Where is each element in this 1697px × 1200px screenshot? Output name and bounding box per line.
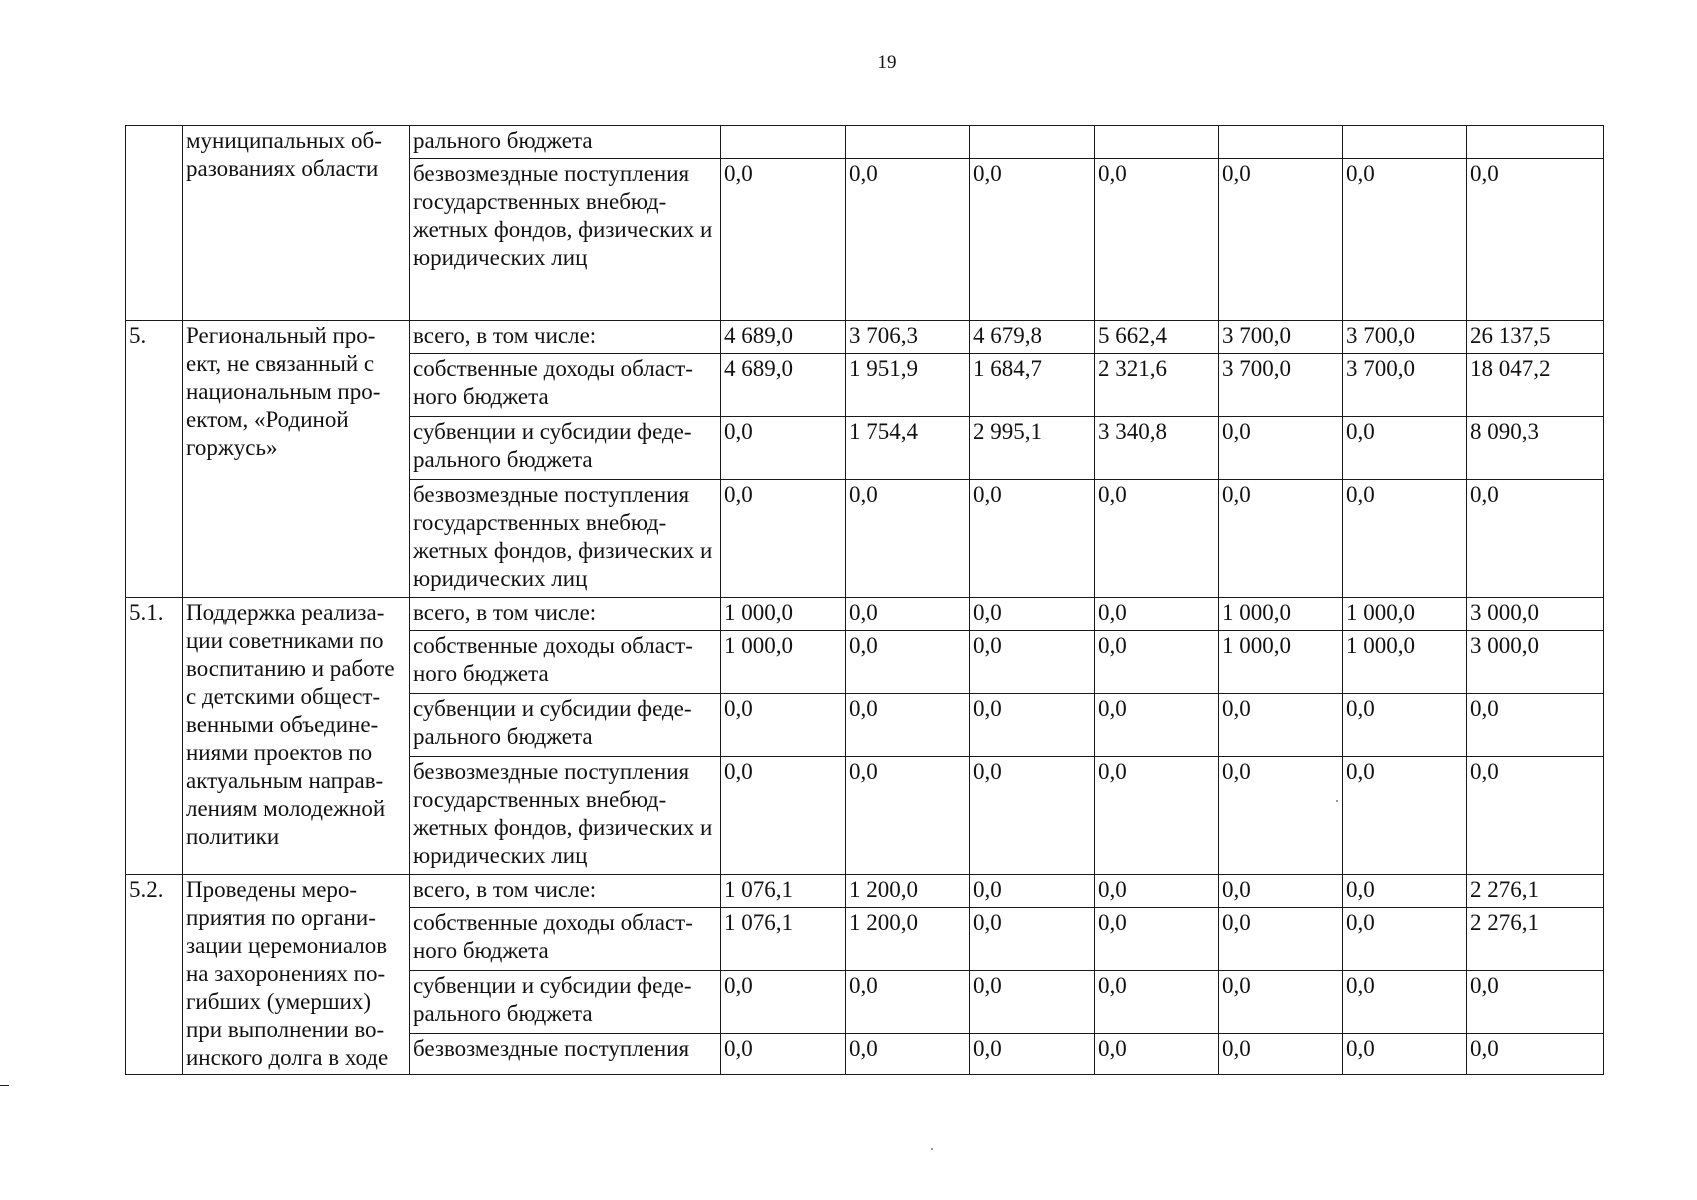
amount-cell: 0,0 (1219, 1034, 1343, 1075)
amount-cell: 0,0 (970, 875, 1095, 908)
amount-cell: 1 076,1 (721, 875, 846, 908)
amount-cell: 3 706,3 (846, 321, 970, 354)
amount-cell: 0,0 (1095, 631, 1219, 694)
funding-source-cell: собственные доходы област-ного бюджета (410, 908, 721, 971)
amount-cell: 0,0 (1219, 694, 1343, 757)
amount-cell: 8 090,3 (1467, 417, 1604, 480)
amount-cell: 0,0 (846, 694, 970, 757)
funding-source-cell: всего, в том числе: (410, 875, 721, 908)
row-number-cell (126, 126, 183, 321)
margin-mark (0, 1085, 9, 1086)
item-name-cell: Проведены меро-приятия по органи-зации церемониалов на захоронениях по-гибших (умерших) при выполнении во-инского долга в ходе (183, 875, 410, 1075)
funding-source-cell: собственные доходы област-ного бюджета (410, 631, 721, 694)
amount-cell: 0,0 (1095, 908, 1219, 971)
amount-cell: 1 000,0 (1219, 598, 1343, 631)
amount-cell: 0,0 (721, 159, 846, 321)
amount-cell: 3 700,0 (1343, 354, 1467, 417)
funding-source-cell: субвенции и субсидии феде-рального бюджета (410, 971, 721, 1034)
amount-cell: 0,0 (970, 631, 1095, 694)
amount-cell: 0,0 (1343, 875, 1467, 908)
amount-cell: 0,0 (1095, 757, 1219, 875)
amount-cell: 0,0 (1095, 1034, 1219, 1075)
amount-cell: 5 662,4 (1095, 321, 1219, 354)
amount-cell: 1 076,1 (721, 908, 846, 971)
item-name-cell (183, 126, 410, 321)
table-row (126, 321, 1604, 354)
row-number-cell: 5.1. (126, 598, 183, 875)
amount-cell: 1 000,0 (1343, 631, 1467, 694)
funding-source-cell: собственные доходы област-ного бюджета (410, 354, 721, 417)
amount-cell: 0,0 (970, 908, 1095, 971)
amount-cell (1467, 126, 1604, 159)
amount-cell (846, 126, 970, 159)
amount-cell: 3 340,8 (1095, 417, 1219, 480)
amount-cell: 1 000,0 (721, 631, 846, 694)
amount-cell: 0,0 (1219, 480, 1343, 598)
amount-cell: 0,0 (846, 1034, 970, 1075)
funding-source-cell: всего, в том числе: (410, 321, 721, 354)
funding-source-cell: всего, в том числе: (410, 598, 721, 631)
funding-source-cell: субвенции и субсидии феде-рального бюджета (410, 694, 721, 757)
amount-cell: 0,0 (1219, 971, 1343, 1034)
amount-cell: 0,0 (1095, 875, 1219, 908)
budget-table (125, 125, 1604, 1075)
amount-cell: 1 684,7 (970, 354, 1095, 417)
amount-cell: 0,0 (1095, 480, 1219, 598)
amount-cell: 0,0 (1343, 757, 1467, 875)
amount-cell: 0,0 (1219, 159, 1343, 321)
amount-cell: 0,0 (1467, 159, 1604, 321)
table-body (126, 126, 1604, 1075)
item-name-line: муниципальных об- (186, 128, 382, 153)
amount-cell: 0,0 (846, 598, 970, 631)
amount-cell: 0,0 (1219, 875, 1343, 908)
item-name-line: разованиях области (186, 156, 379, 181)
funding-source-cell: безвозмездные поступления государственных внебюд-жетных фондов, физических и юридических лиц (410, 757, 721, 875)
amount-cell: 0,0 (721, 1034, 846, 1075)
amount-cell: 2 276,1 (1467, 875, 1604, 908)
amount-cell: 26 137,5 (1467, 321, 1604, 354)
amount-cell: 0,0 (846, 480, 970, 598)
amount-cell: 0,0 (721, 757, 846, 875)
amount-cell: 0,0 (721, 480, 846, 598)
amount-cell: 0,0 (970, 694, 1095, 757)
amount-cell: 0,0 (1343, 417, 1467, 480)
amount-cell: 1 754,4 (846, 417, 970, 480)
scan-dot (1336, 800, 1338, 802)
item-name-cell: Поддержка реализа-ции советниками по воспитанию и работе с детскими общест-венными объедине-ниями проектов по актуальным направ-лениям молодежной политики (183, 598, 410, 875)
amount-cell: 0,0 (970, 971, 1095, 1034)
amount-cell: 0,0 (1467, 1034, 1604, 1075)
amount-cell: 2 995,1 (970, 417, 1095, 480)
amount-cell: 0,0 (846, 757, 970, 875)
amount-cell: 0,0 (846, 971, 970, 1034)
amount-cell: 1 951,9 (846, 354, 970, 417)
amount-cell: 1 200,0 (846, 908, 970, 971)
table-row (126, 598, 1604, 631)
amount-cell: 0,0 (1095, 598, 1219, 631)
row-number-cell: 5.2. (126, 875, 183, 1075)
amount-cell: 0,0 (1467, 480, 1604, 598)
amount-cell: 0,0 (721, 694, 846, 757)
amount-cell: 0,0 (1467, 971, 1604, 1034)
amount-cell: 0,0 (970, 598, 1095, 631)
row-number-cell: 5. (126, 321, 183, 598)
funding-source-cell: рального бюджета (410, 126, 721, 159)
amount-cell: 0,0 (1219, 908, 1343, 971)
table-row (126, 875, 1604, 908)
amount-cell (1095, 126, 1219, 159)
amount-cell: 2 321,6 (1095, 354, 1219, 417)
amount-cell: 0,0 (1467, 757, 1604, 875)
amount-cell: 4 689,0 (721, 354, 846, 417)
amount-cell (1343, 126, 1467, 159)
amount-cell: 0,0 (1343, 908, 1467, 971)
amount-cell: 0,0 (846, 159, 970, 321)
amount-cell: 0,0 (846, 631, 970, 694)
amount-cell: 3 700,0 (1219, 321, 1343, 354)
amount-cell: 0,0 (1343, 480, 1467, 598)
amount-cell: 0,0 (1219, 757, 1343, 875)
amount-cell: 0,0 (1095, 971, 1219, 1034)
amount-cell: 0,0 (1343, 694, 1467, 757)
amount-cell (970, 126, 1095, 159)
table-row (126, 126, 1604, 159)
amount-cell: 0,0 (970, 757, 1095, 875)
amount-cell: 0,0 (970, 159, 1095, 321)
funding-source-cell: безвозмездные поступления государственных внебюд-жетных фондов, физических и юридических лиц (410, 480, 721, 598)
amount-cell: 2 276,1 (1467, 908, 1604, 971)
amount-cell: 1 000,0 (1219, 631, 1343, 694)
amount-cell: 0,0 (970, 480, 1095, 598)
amount-cell: 0,0 (1219, 417, 1343, 480)
amount-cell: 0,0 (1095, 694, 1219, 757)
amount-cell (721, 126, 846, 159)
amount-cell: 4 679,8 (970, 321, 1095, 354)
funding-source-cell: безвозмездные поступления (410, 1034, 721, 1075)
amount-cell: 3 700,0 (1219, 354, 1343, 417)
funding-source-cell: безвозмездные поступления государственных внебюд-жетных фондов, физических и юридических лиц (410, 159, 721, 321)
item-name-cell: Региональный про-ект, не связанный с национальным про-ектом, «Родиной горжусь» (183, 321, 410, 598)
amount-cell: 1 200,0 (846, 875, 970, 908)
amount-cell: 1 000,0 (721, 598, 846, 631)
amount-cell: 0,0 (721, 417, 846, 480)
amount-cell: 3 700,0 (1343, 321, 1467, 354)
amount-cell: 0,0 (1343, 1034, 1467, 1075)
amount-cell: 4 689,0 (721, 321, 846, 354)
amount-cell: 0,0 (721, 971, 846, 1034)
amount-cell: 0,0 (1343, 971, 1467, 1034)
amount-cell: 3 000,0 (1467, 631, 1604, 694)
amount-cell: 3 000,0 (1467, 598, 1604, 631)
amount-cell: 0,0 (1467, 694, 1604, 757)
amount-cell: 18 047,2 (1467, 354, 1604, 417)
amount-cell: 1 000,0 (1343, 598, 1467, 631)
amount-cell: 0,0 (1343, 159, 1467, 321)
amount-cell: 0,0 (1095, 159, 1219, 321)
scan-dot (931, 1148, 933, 1150)
page-number: 19 (877, 52, 897, 73)
funding-source-cell: субвенции и субсидии феде-рального бюджета (410, 417, 721, 480)
amount-cell (1219, 126, 1343, 159)
amount-cell: 0,0 (970, 1034, 1095, 1075)
